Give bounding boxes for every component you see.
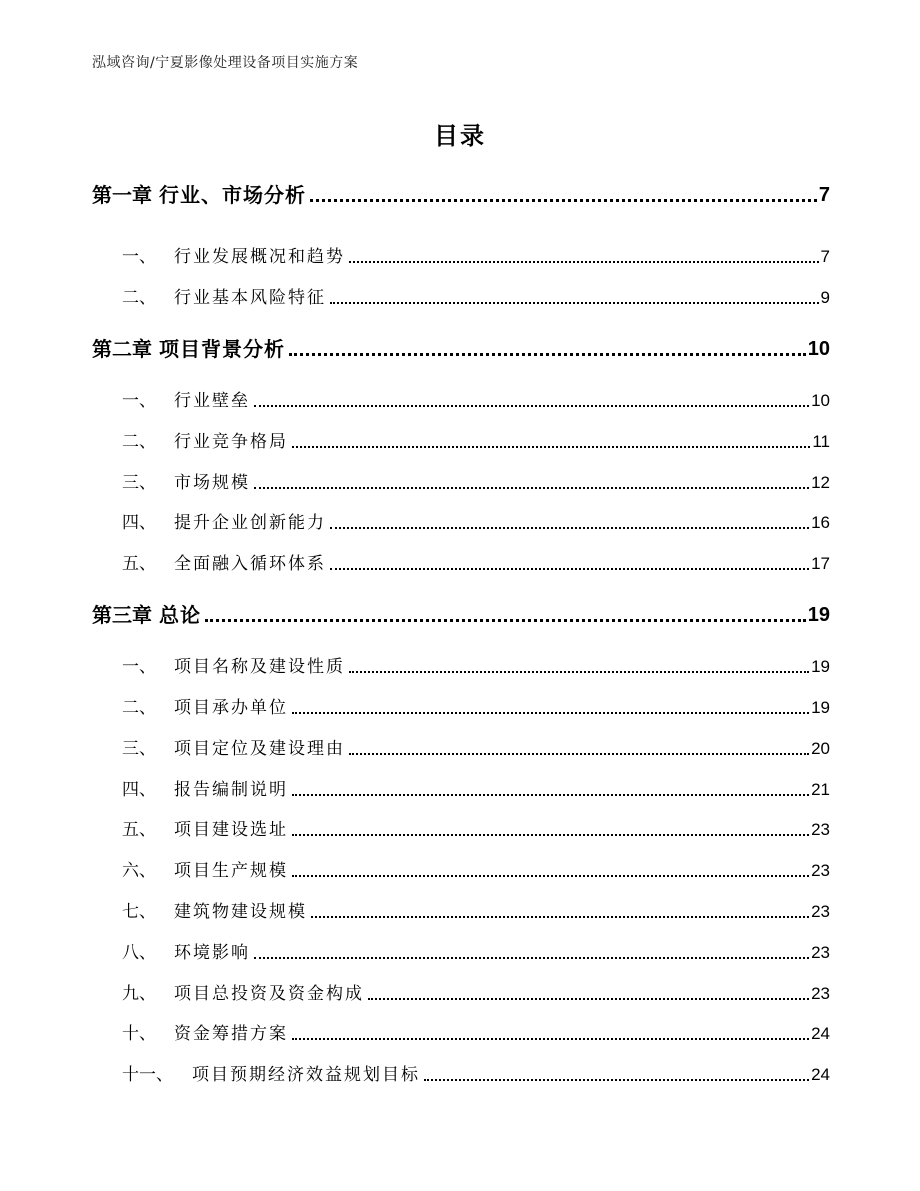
toc-entry-page: 7 (818, 184, 830, 206)
toc-entry-text: 行业基本风险特征 (174, 288, 326, 308)
toc-entry-page: 19 (811, 657, 830, 676)
toc-leader-dots (292, 833, 809, 836)
toc-entry-label (122, 737, 345, 761)
toc-leader-dots (254, 404, 809, 407)
toc-leader-dots (330, 301, 819, 304)
toc-entry-number: 第一章 (92, 183, 152, 207)
toc-entry-section[interactable] (122, 286, 830, 310)
toc-entry-label (92, 601, 201, 629)
toc-entry-section[interactable] (122, 552, 830, 576)
toc-leader-dots (254, 956, 809, 959)
toc-entry-label (122, 430, 288, 454)
toc-entry-section[interactable] (122, 982, 830, 1006)
toc-entry-section[interactable] (122, 818, 830, 842)
toc-entry-text: 报告编制说明 (174, 780, 288, 800)
toc-entry-page: 20 (811, 739, 830, 758)
toc-entry-page: 10 (811, 391, 830, 410)
toc-entry-section[interactable] (122, 471, 830, 495)
toc-leader-dots (310, 198, 817, 202)
toc-entry-text: 项目定位及建设理由 (174, 739, 345, 759)
toc-leader-dots (292, 1037, 809, 1040)
toc-title: 目录 (434, 122, 486, 150)
toc-entry-page: 17 (811, 554, 830, 573)
toc-entry-text: 建筑物建设规模 (174, 902, 307, 922)
toc-entry-section[interactable] (122, 737, 830, 761)
toc-entry-page: 23 (811, 861, 830, 880)
toc-entry-number: 一、 (122, 391, 156, 411)
toc-entry-label (92, 181, 306, 209)
toc-entry-page: 23 (811, 984, 830, 1003)
toc-leader-dots (349, 752, 809, 755)
toc-entry-section[interactable] (122, 859, 830, 883)
toc-entry-label (122, 511, 326, 535)
toc-entry-number: 九、 (122, 984, 156, 1004)
toc-entry-chapter-1[interactable] (92, 181, 830, 209)
toc-entry-page: 16 (811, 513, 830, 532)
toc-entry-section[interactable] (122, 696, 830, 720)
toc-leader-dots (205, 618, 806, 622)
toc-entry-text: 行业壁垒 (174, 391, 250, 411)
toc-entry-number: 五、 (122, 820, 156, 840)
toc-entry-section[interactable] (122, 941, 830, 965)
toc-entry-text: 总论 (158, 603, 201, 627)
toc-entry-number: 八、 (122, 943, 156, 963)
toc-entry-page: 23 (811, 820, 830, 839)
toc-entry-number: 十、 (122, 1024, 156, 1044)
toc-entry-text: 全面融入循环体系 (174, 554, 326, 574)
toc-entry-chapter-3[interactable] (92, 601, 830, 629)
toc-leader-dots (254, 486, 809, 489)
toc-entry-text: 项目总投资及资金构成 (174, 984, 364, 1004)
toc-entry-page: 19 (811, 698, 830, 717)
toc-entry-number: 二、 (122, 432, 156, 452)
toc-entry-number: 十一、 (122, 1065, 173, 1085)
toc-entry-section[interactable] (122, 430, 830, 454)
running-header: 泓域咨询/宁夏影像处理设备项目实施方案 (92, 55, 359, 71)
toc-entry-label (122, 655, 345, 679)
toc-entry-number: 二、 (122, 288, 156, 308)
toc-entry-label (122, 245, 345, 269)
toc-entry-text: 行业发展概况和趋势 (174, 247, 345, 267)
toc-entry-page: 10 (807, 338, 830, 360)
toc-entry-section[interactable] (122, 778, 830, 802)
toc-leader-dots (424, 1078, 809, 1081)
toc-entry-page: 23 (811, 943, 830, 962)
toc-entry-page: 11 (812, 432, 830, 451)
toc-leader-dots (330, 526, 809, 529)
toc-entry-text: 提升企业创新能力 (174, 513, 326, 533)
toc-entry-text: 市场规模 (174, 473, 250, 493)
toc-entry-number: 一、 (122, 247, 156, 267)
toc-entry-section[interactable] (122, 389, 830, 413)
toc-entry-label (122, 552, 326, 576)
toc-leader-dots (292, 874, 809, 877)
toc-entry-chapter-2[interactable] (92, 335, 830, 363)
toc-entry-text: 行业、市场分析 (158, 183, 306, 207)
toc-entry-section[interactable] (122, 245, 830, 269)
toc-entry-label (122, 696, 288, 720)
toc-entry-label (122, 982, 364, 1006)
toc-entry-section[interactable] (122, 1022, 830, 1046)
toc-entry-text: 项目预期经济效益规划目标 (192, 1065, 420, 1085)
toc-entry-label (122, 389, 250, 413)
toc-entry-text: 项目建设选址 (174, 820, 288, 840)
toc-entry-number: 一、 (122, 657, 156, 677)
toc-entry-number: 五、 (122, 554, 156, 574)
toc-leader-dots (292, 793, 809, 796)
toc-leader-dots (368, 997, 809, 1000)
toc-entry-page: 21 (811, 780, 830, 799)
toc-entry-number: 四、 (122, 513, 156, 533)
toc-entry-page: 24 (811, 1065, 830, 1084)
toc-entry-label (122, 1022, 288, 1046)
toc-entry-number: 第二章 (92, 337, 152, 361)
toc-entry-section[interactable] (122, 655, 830, 679)
toc-entry-label (122, 900, 307, 924)
toc-leader-dots (330, 567, 809, 570)
toc-entry-label (122, 941, 250, 965)
toc-entry-page: 23 (811, 902, 830, 921)
toc-leader-dots (349, 260, 819, 263)
toc-entry-label (122, 471, 250, 495)
toc-entry-label (122, 818, 288, 842)
toc-entry-page: 9 (820, 288, 830, 307)
toc-entry-number: 七、 (122, 902, 156, 922)
toc-entry-page: 24 (811, 1024, 830, 1043)
toc-entry-section[interactable] (122, 1063, 830, 1087)
toc-entry-page: 7 (820, 247, 830, 266)
toc-entry-section[interactable] (122, 511, 830, 535)
toc-leader-dots (349, 670, 809, 673)
toc-entry-number: 第三章 (92, 603, 152, 627)
toc-entry-label (122, 1063, 420, 1087)
toc-entry-text: 资金筹措方案 (174, 1024, 288, 1044)
toc-entry-text: 环境影响 (174, 943, 250, 963)
toc-entry-page: 19 (807, 604, 830, 626)
toc-entry-label (122, 859, 288, 883)
toc-leader-dots (292, 445, 810, 448)
toc-entry-text: 项目背景分析 (158, 337, 285, 361)
toc-entry-number: 四、 (122, 780, 156, 800)
toc-entry-label (122, 778, 288, 802)
toc-entry-label (122, 286, 326, 310)
toc-entry-label (92, 335, 285, 363)
toc-entry-number: 三、 (122, 739, 156, 759)
toc-entry-text: 项目生产规模 (174, 861, 288, 881)
toc-leader-dots (292, 711, 809, 714)
toc-entry-text: 行业竞争格局 (174, 432, 288, 452)
toc-entry-section[interactable] (122, 900, 830, 924)
toc-leader-dots (289, 352, 806, 356)
toc-leader-dots (311, 915, 809, 918)
toc-entry-number: 三、 (122, 473, 156, 493)
toc-entry-number: 二、 (122, 698, 156, 718)
toc-entry-text: 项目名称及建设性质 (174, 657, 345, 677)
toc-entry-text: 项目承办单位 (174, 698, 288, 718)
toc-entry-page: 12 (811, 473, 830, 492)
toc-entry-number: 六、 (122, 861, 156, 881)
